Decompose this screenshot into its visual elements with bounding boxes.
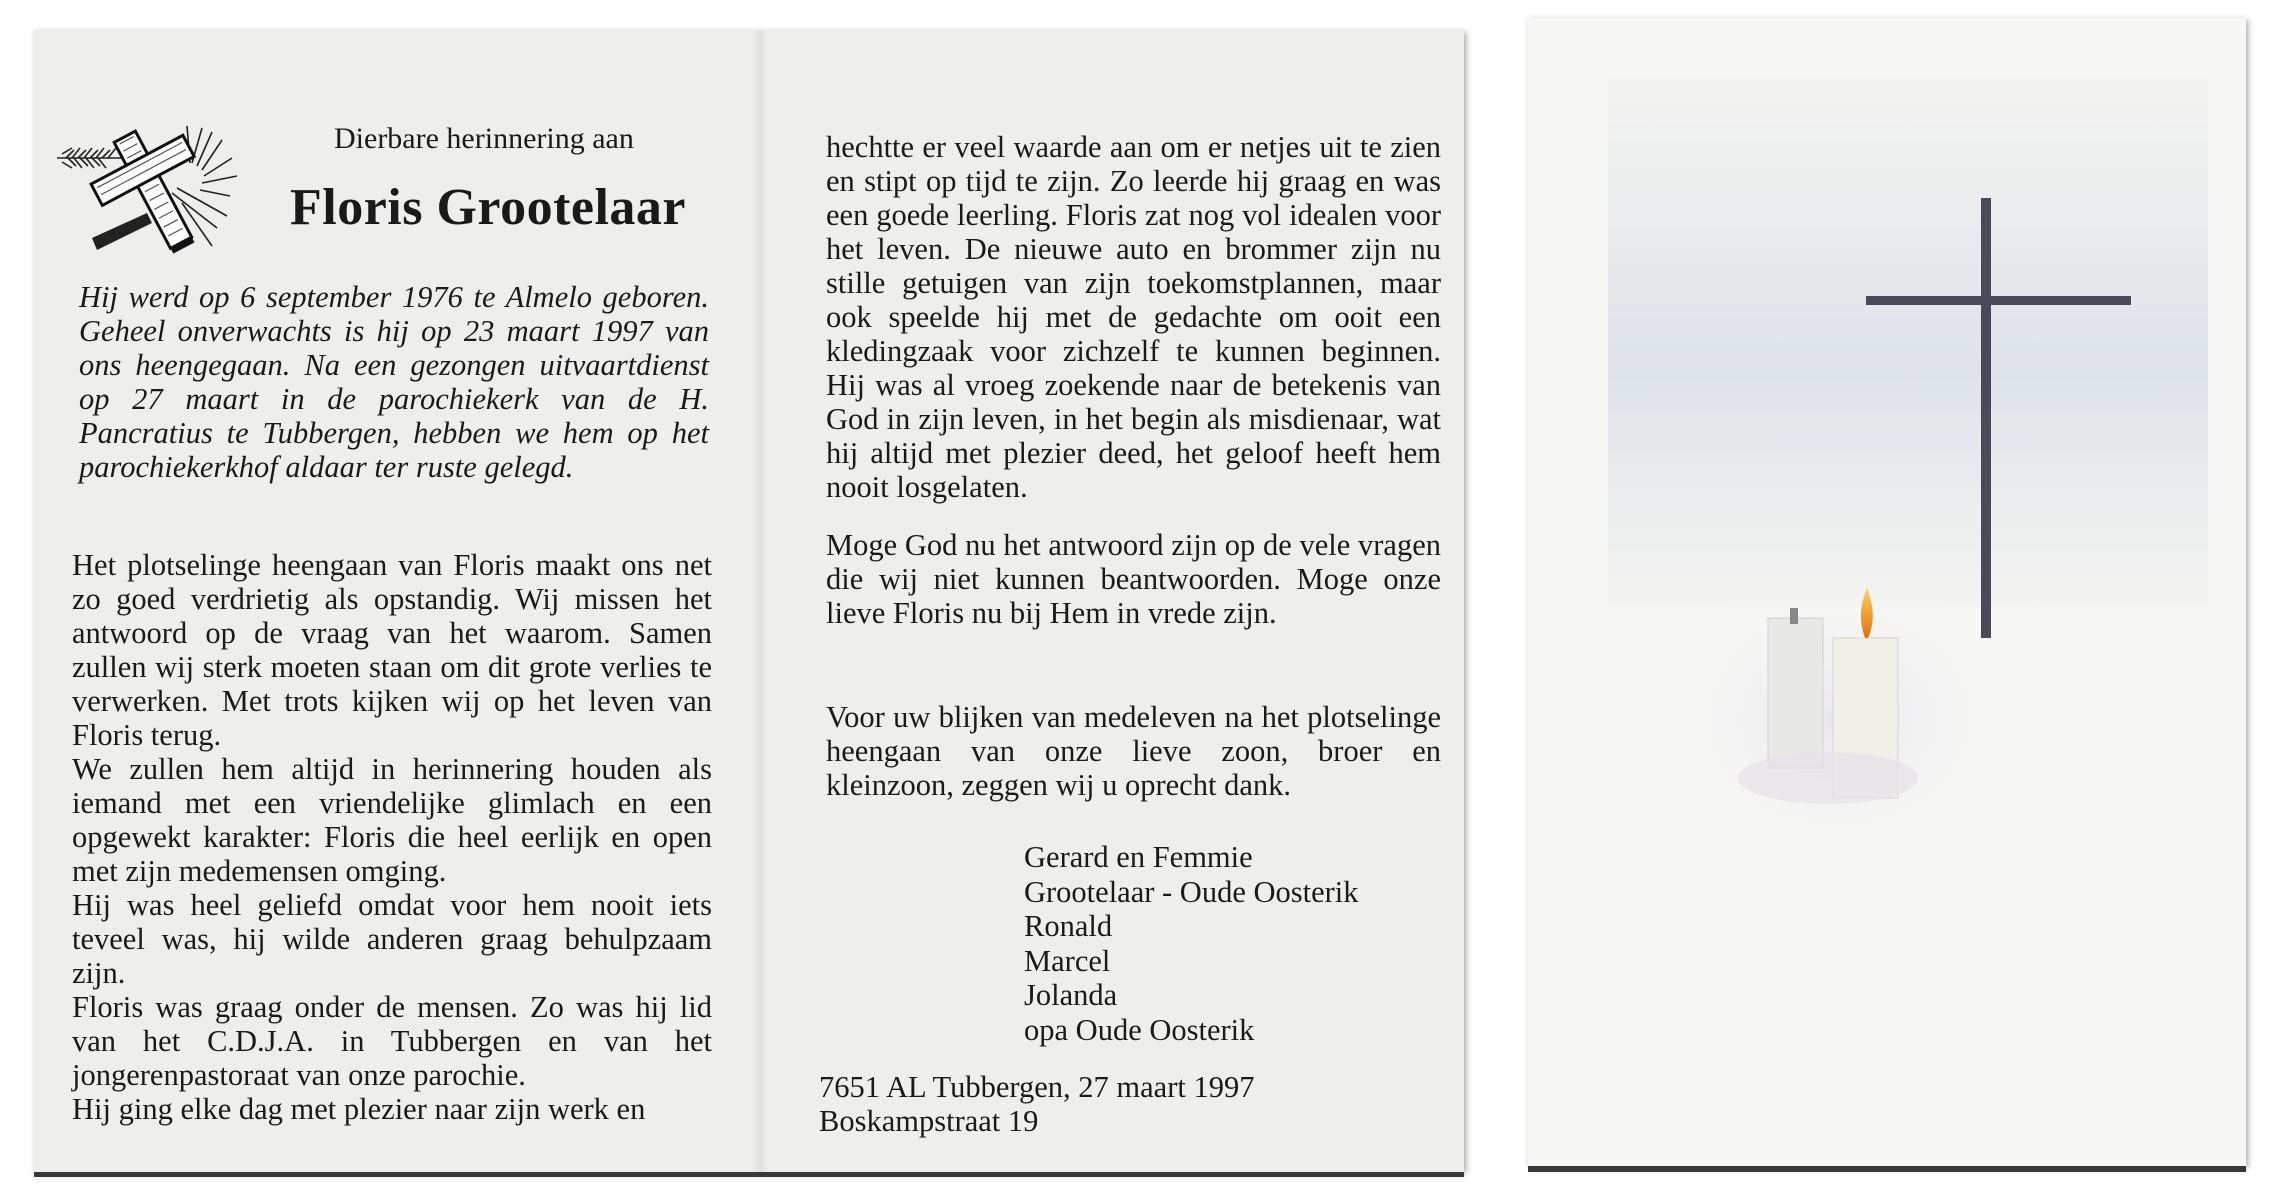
signatory: Ronald	[1024, 909, 1113, 943]
tribute-paragraph: Hij ging elke dag met plezier naar zijn werk en	[72, 1092, 646, 1126]
left-panel	[34, 30, 749, 1172]
tribute-paragraph: We zullen hem altijd in herinnering houden als iemand met een vriendelijke glimlach en een opgewekt karakter: Floris die heel eerlijk en open met zijn medemensen omging.	[72, 752, 712, 888]
signatory: Jolanda	[1024, 978, 1118, 1012]
signatory: Grootelaar - Oude Oosterik	[1024, 874, 1359, 909]
memorial-card-cover	[1528, 18, 2246, 1166]
signatories	[1024, 840, 1359, 1047]
thanks-paragraph: Voor uw blijken van medeleven na het plotselinge heengaan van onze lieve zoon, broer en kleinzoon, zeggen wij u oprecht dank.	[826, 700, 1441, 802]
prayer-paragraph: Moge God nu het antwoord zijn op de vele vragen die wij niet kunnen beantwoorden. Moge onze lieve Floris nu bij Hem in vrede zijn.	[826, 528, 1441, 630]
cover-illustration	[1528, 18, 2246, 1166]
biography-paragraph: Hij werd op 6 september 1976 te Almelo geboren. Geheel onverwachts is hij op 23 maart 1997 van ons heengegaan. Na een gezongen uitvaartdienst op 27 maart in de parochiekerk van de H. Pancratius te Tubbergen, hebben we hem op het parochiekerkhof aldaar ter ruste gelegd.	[79, 280, 709, 484]
right-panel	[774, 30, 1464, 1172]
place-date: 7651 AL Tubbergen, 27 maart 1997	[819, 1070, 1255, 1104]
memorial-card-inner	[34, 30, 1464, 1172]
address-block	[819, 1070, 1254, 1138]
intro-line: Dierbare herinnering aan	[334, 122, 634, 155]
signatory: Marcel	[1024, 943, 1111, 978]
tribute-paragraph: Hij was heel geliefd omdat voor hem nooit iets teveel was, hij wilde anderen graag behulpzaam zijn.	[72, 888, 712, 990]
tribute-paragraph: Het plotselinge heengaan van Floris maakt ons net zo goed verdrietig als opstandig. Wij missen het antwoord op de vraag van het waarom. Samen zullen wij sterk moeten staan om dit grote verlies te verwerken. Met trots kijken wij op het leven van Floris terug.	[72, 548, 712, 752]
tribute-paragraph: Floris was graag onder de mensen. Zo was hij lid van het C.D.J.A. in Tubbergen en van het jongerenpastoraat van onze parochie.	[72, 990, 712, 1092]
tribute-text	[72, 548, 712, 1126]
street-address: Boskampstraat 19	[819, 1104, 1039, 1138]
window-backdrop	[1608, 78, 2208, 608]
deceased-name: Floris Grootelaar	[290, 179, 686, 236]
signatory: opa Oude Oosterik	[1024, 1012, 1255, 1047]
card-fold	[751, 30, 769, 1172]
cross-ornament-icon	[52, 118, 257, 258]
tribute-continued: hechtte er veel waarde aan om er netjes uit te zien en stipt op tijd te zijn. Zo leerde hij graag en was een goede leerling. Floris zat nog vol idealen voor het leven. De nieuwe auto en brommer zijn nu stille getuigen van zijn toekomstplannen, maar ook speelde hij met de gedachte om ooit een kledingzaak voor zichzelf te kunnen beginnen. Hij was al vroeg zoekende naar de betekenis van God in zijn leven, in het begin als misdienaar, wat hij altijd met plezier deed, het geloof heeft hem nooit losgelaten.	[826, 130, 1441, 504]
signatory: Gerard en Femmie	[1024, 840, 1253, 874]
